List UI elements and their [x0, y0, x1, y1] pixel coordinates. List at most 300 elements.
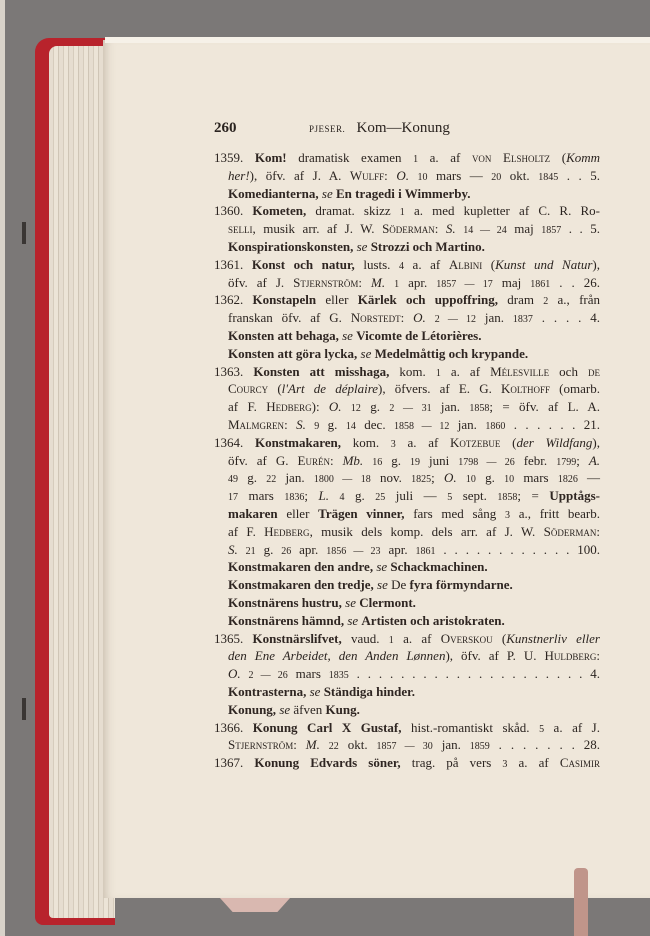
body-text: :	[329, 452, 343, 468]
numeral-text: 2 — 12	[434, 314, 476, 326]
italic-text: se	[377, 577, 388, 593]
name-text: von Elsholtz	[471, 150, 551, 165]
body-text: :	[284, 416, 297, 432]
title-text: makaren	[228, 505, 278, 521]
text-line	[214, 541, 600, 559]
italic-text: se	[309, 683, 321, 699]
italic-text: se	[342, 327, 353, 343]
body-text: g.	[255, 541, 282, 557]
italic-text: S.	[445, 221, 456, 237]
numeral-text: 4	[399, 260, 404, 272]
body-text: ;	[576, 452, 589, 468]
text-line	[214, 612, 600, 630]
name-text: Eurén	[297, 452, 330, 468]
body-text: g.	[360, 399, 390, 415]
numeral-text: 4	[339, 492, 345, 504]
body-text: öfv. af J.	[228, 274, 294, 290]
body-text: trag. på vers	[400, 755, 503, 771]
text-line	[214, 487, 600, 505]
entry-number: 1364.	[214, 434, 244, 450]
body-text: ; =	[517, 488, 550, 504]
text-line	[214, 345, 600, 363]
text-line	[214, 202, 600, 220]
cross-reference	[214, 683, 600, 701]
body-text: sept.	[452, 488, 498, 504]
body-text: eller	[316, 292, 358, 308]
title-text: Kärlek och uppoffring,	[357, 292, 498, 308]
body-text: franskan öfv. af G.	[228, 310, 351, 326]
text-line	[214, 665, 600, 683]
cross-reference	[214, 612, 600, 630]
title-text: Artisten och aristokraten.	[361, 612, 505, 628]
cross-reference	[214, 345, 600, 363]
body-text: ),	[592, 256, 600, 272]
numeral-text: 12	[350, 403, 361, 415]
text-line	[214, 505, 600, 523]
numeral-text: 3	[505, 509, 511, 521]
entry-number: 1365.	[214, 630, 244, 646]
italic-text: S.	[296, 416, 306, 432]
entry-list	[214, 149, 600, 772]
numeral-text: 22	[266, 474, 277, 486]
title-text: Konst och natur,	[251, 256, 355, 272]
body-text: vaud.	[341, 630, 389, 646]
body-text: ; = öfv. af L. A.	[489, 399, 601, 415]
name-text: Kolthoff	[500, 381, 551, 397]
italic-text: L.	[318, 488, 329, 504]
italic-text: se	[360, 345, 372, 361]
body-text	[329, 488, 340, 503]
scanner-clip	[22, 222, 26, 244]
text-line	[214, 647, 600, 665]
body-text: ), öfv. af P. U.	[445, 648, 545, 664]
title-text: Kom!	[254, 150, 287, 165]
title-text: Komedianterna,	[228, 185, 319, 201]
body-text: (	[500, 434, 517, 450]
running-header	[214, 118, 600, 138]
body-text: jan.	[432, 737, 470, 753]
cross-reference	[214, 701, 600, 719]
body-text: . . . . . . 21.	[505, 416, 601, 432]
numeral-text: 9	[314, 420, 320, 432]
italic-text: S.	[228, 541, 238, 557]
body-text: a. af	[507, 755, 560, 771]
body-text: :	[358, 274, 372, 290]
numeral-text: 1861	[415, 545, 436, 557]
name-text: Courcy	[228, 381, 269, 397]
numeral-text: 2	[543, 296, 549, 308]
body-text	[241, 666, 249, 681]
numeral-text: 1	[388, 634, 394, 646]
body-text: äfven	[290, 701, 326, 717]
entry-number: 1363.	[214, 363, 244, 379]
text-line	[214, 754, 600, 772]
body-text: febr.	[514, 452, 557, 468]
body-text: ), öfvers. af E. G.	[378, 381, 501, 397]
body-text: kom.	[389, 363, 436, 379]
running-title	[309, 118, 450, 139]
text-line	[214, 291, 600, 309]
text-line	[214, 398, 600, 416]
cross-reference	[214, 594, 600, 612]
name-text: Hedberg	[266, 399, 312, 415]
text-line	[214, 238, 600, 256]
text-line	[214, 469, 600, 487]
body-text: maj	[492, 274, 531, 290]
body-text: a. af J.	[544, 719, 600, 735]
body-text: a., fritt bearb.	[510, 505, 601, 521]
title-text: Medelmåttig och krypande.	[374, 345, 529, 361]
body-text: :	[434, 221, 446, 237]
numeral-text: 1	[399, 207, 405, 219]
body-text: eller	[277, 505, 319, 521]
text-line	[214, 309, 600, 327]
name-text: selli	[228, 221, 253, 237]
body-text: jan.	[449, 416, 486, 432]
numeral-text: 5	[447, 492, 453, 504]
title-text: Konstapeln	[252, 292, 317, 308]
scan-edge	[0, 0, 5, 936]
italic-text: O.	[444, 470, 457, 486]
catalog-entry	[214, 256, 600, 292]
numeral-text: 3	[390, 438, 396, 450]
catalog-entry	[214, 149, 600, 185]
name-text: de	[588, 363, 600, 379]
body-text: dec.	[355, 416, 394, 432]
italic-text: se	[345, 594, 356, 610]
cross-reference	[214, 185, 600, 203]
numeral-text: 2 — 31	[389, 403, 432, 415]
name-text: Malmgren	[228, 416, 285, 432]
name-text: Kotzebue	[450, 434, 501, 450]
catalog-entry	[214, 754, 600, 772]
body-text	[426, 310, 435, 325]
numeral-text: 1835	[328, 670, 349, 682]
body-text: a. af	[395, 434, 451, 450]
numeral-text: 1859	[469, 741, 490, 753]
body-text: g.	[319, 416, 346, 432]
body-text: ), öfv. af J. A.	[249, 167, 350, 183]
name-text: Hedberg	[264, 523, 310, 539]
title-text: Strozzi och Martino.	[370, 238, 485, 254]
text-line	[214, 594, 600, 612]
italic-text: se	[347, 612, 359, 628]
title-text: Konstnärens hämnd,	[228, 612, 345, 628]
entry-number: 1361.	[214, 256, 244, 272]
numeral-text: 26	[281, 545, 292, 557]
catalog-entry	[214, 434, 600, 559]
numeral-text: 1845	[538, 171, 559, 183]
body-text: ):	[311, 399, 329, 415]
title-text: Konstmakaren den tredje,	[228, 577, 374, 593]
body-text: —	[577, 470, 601, 486]
body-text: nov.	[370, 470, 412, 486]
title-text: Konsten att behaga,	[228, 327, 339, 343]
section-label: PJESER.	[309, 124, 346, 134]
body-text: a., från	[548, 292, 601, 308]
numeral-text: 1826	[557, 474, 578, 486]
body-text: . . 5.	[558, 167, 600, 183]
body-text: mars	[287, 666, 329, 682]
body-text: ),	[592, 434, 601, 450]
body-text	[320, 737, 329, 752]
title-text: Schackmachinen.	[390, 559, 488, 575]
body-text: . . . . 4.	[532, 310, 601, 326]
italic-text: Mb.	[342, 452, 364, 468]
numeral-text: 25	[375, 492, 386, 504]
entry-number: 1366.	[214, 719, 244, 735]
text-line	[214, 558, 600, 576]
page-top-edge	[105, 37, 650, 43]
text-line	[214, 167, 600, 185]
title-text: En tragedi i Wimmerby.	[335, 185, 471, 201]
text-line	[214, 380, 600, 398]
name-text: Mélesville	[490, 363, 550, 379]
body-text: . . 5.	[561, 221, 601, 237]
body-text	[342, 399, 351, 414]
name-text: Casimir	[559, 755, 600, 771]
title-text: Upptågs-	[549, 488, 600, 504]
numeral-text: 1836	[284, 492, 305, 504]
italic-text: der Wildfang	[516, 434, 593, 450]
title-text: Kontrasterna,	[228, 683, 307, 699]
title-text: Konsten att göra lycka,	[228, 345, 358, 361]
numeral-text: 1861	[530, 278, 551, 290]
text-line	[214, 327, 600, 345]
body-text: okt.	[338, 737, 377, 753]
italic-text: M.	[371, 274, 386, 290]
italic-text: se	[279, 701, 291, 717]
title-text: Konspirationskonsten,	[228, 238, 354, 254]
numeral-text: 1858 — 12	[394, 420, 450, 432]
entry-range: Kom—Konung	[356, 120, 450, 136]
numeral-text: 1	[435, 367, 441, 379]
title-text: Konsten att misshaga,	[253, 363, 390, 379]
italic-text: O.	[228, 666, 241, 682]
body-text: af F.	[228, 399, 267, 415]
body-text: apr.	[399, 274, 437, 290]
numeral-text: 10	[504, 474, 515, 486]
title-text: Konstmakaren,	[254, 434, 342, 450]
body-text	[385, 275, 394, 290]
body-text: , musik dels komp. dels arr. af J. W.	[309, 523, 544, 539]
body-text: g.	[344, 488, 376, 504]
body-text: maj	[506, 221, 542, 237]
body-text: a. med kupletter af C. R. Ro-	[404, 203, 600, 219]
numeral-text: 1837	[512, 314, 533, 326]
body-text: apr.	[380, 541, 416, 557]
catalog-entry	[214, 719, 600, 755]
numeral-text: 5	[539, 723, 545, 735]
body-text: mars	[514, 470, 558, 486]
text-line	[214, 452, 600, 470]
text-line	[214, 576, 600, 594]
entry-number: 1359.	[214, 150, 244, 165]
catalog-entry	[214, 202, 600, 238]
body-text: g.	[475, 470, 505, 486]
numeral-text: 22	[328, 741, 339, 753]
body-text: ;	[431, 470, 444, 486]
name-text: Söderman	[382, 221, 435, 237]
body-text: mars	[238, 488, 285, 504]
body-text: af F.	[228, 523, 265, 539]
body-text: (	[492, 630, 507, 646]
italic-text: M.	[305, 737, 320, 753]
numeral-text: 19	[409, 456, 420, 468]
body-text: (	[482, 256, 496, 272]
numeral-text: 14	[345, 420, 356, 432]
title-text: Trägen vinner,	[318, 505, 405, 521]
numeral-text: 14 — 24	[463, 225, 507, 237]
body-text: dram	[498, 292, 544, 308]
italic-text: O.	[413, 310, 426, 326]
name-text: Stjernström	[293, 274, 359, 290]
cross-reference	[214, 558, 600, 576]
body-text: hist.-romantiskt skåd.	[401, 719, 540, 735]
numeral-text: 1857 — 17	[436, 278, 493, 290]
body-text	[238, 542, 246, 557]
name-text: Huldberg	[544, 648, 597, 664]
body-text: a. af	[393, 630, 441, 646]
italic-text: se	[376, 559, 388, 575]
text-line	[214, 274, 600, 292]
italic-text: l'Art de déplaire	[281, 381, 379, 397]
text-line	[214, 701, 600, 719]
numeral-text: 1825	[411, 474, 432, 486]
body-text	[363, 453, 372, 468]
body-text: öfv. af G.	[228, 452, 298, 468]
body-text: :	[596, 523, 600, 539]
title-text: Ständiga hinder.	[323, 683, 415, 699]
title-text: Konstnärens hustru,	[228, 594, 342, 610]
numeral-text: 1798 — 26	[458, 456, 515, 468]
body-text: a. af	[404, 256, 449, 272]
numeral-text: 3	[502, 759, 508, 771]
numeral-text: 1858	[497, 492, 518, 504]
body-text: dramat. skizz	[306, 203, 400, 219]
title-text: Konung,	[228, 701, 277, 717]
italic-text: O.	[396, 167, 409, 183]
body-text: a. af	[440, 363, 491, 379]
italic-text: Kunst und Natur	[495, 256, 593, 272]
body-text: juli —	[385, 488, 448, 504]
body-text: jan.	[475, 310, 513, 326]
italic-text: her!	[228, 167, 250, 183]
title-text: Kung.	[325, 701, 360, 717]
cross-reference	[214, 327, 600, 345]
book-tab	[220, 898, 290, 912]
body-text: . . . . . . . 28.	[489, 737, 601, 753]
title-text: Vicomte de Létorières.	[356, 327, 482, 343]
title-text: Konstnärslifvet,	[252, 630, 342, 646]
body-text: mars —	[427, 167, 492, 183]
body-text: g.	[238, 470, 267, 486]
text-line	[214, 416, 600, 434]
name-text: Norstedt	[350, 310, 401, 326]
title-text: Konung Carl X Gustaf,	[252, 719, 402, 735]
body-text: jan.	[431, 399, 470, 415]
entry-number: 1362.	[214, 292, 244, 308]
italic-text: A.	[588, 452, 601, 468]
numeral-text: 1860	[485, 420, 506, 432]
italic-text: Kunstnerliv eller	[506, 630, 600, 646]
entry-number: 1367.	[214, 755, 244, 771]
page-number: 260	[214, 120, 237, 136]
text-line	[214, 736, 600, 754]
numeral-text: 10	[417, 171, 428, 183]
body-text: kom.	[341, 434, 391, 450]
body-text: fars med sång	[404, 505, 506, 521]
name-text: Stjernström	[228, 737, 294, 753]
body-text	[306, 417, 314, 432]
catalog-entry	[214, 363, 600, 434]
name-text: Wulff	[349, 167, 385, 183]
body-text: ;	[304, 488, 319, 504]
body-text: . . . . . . . . . . . . 100.	[435, 541, 601, 557]
body-text: De	[387, 577, 410, 593]
body-text: (	[268, 381, 282, 397]
numeral-text: 10	[465, 474, 476, 486]
body-text: okt.	[501, 167, 539, 183]
numeral-text: 49	[228, 474, 238, 486]
catalog-entry	[214, 630, 600, 683]
numeral-text: 20	[491, 171, 502, 183]
numeral-text: 1	[413, 154, 419, 165]
numeral-text: 1857	[541, 225, 562, 237]
numeral-text: 16	[372, 456, 383, 468]
body-text: . . . . . . . . . . . . . . . . . . . . . 4.	[348, 666, 601, 682]
numeral-text: 1799	[556, 456, 577, 468]
title-text: Kometen,	[252, 203, 307, 219]
body-text: :	[400, 310, 414, 326]
italic-text: den Ene Arbeidet, den Anden Lønnen	[228, 648, 446, 664]
name-text: Overskou	[440, 630, 493, 646]
italic-text: se	[356, 238, 368, 254]
body-text: :	[596, 648, 600, 664]
numeral-text: 21	[245, 545, 256, 557]
text-line	[214, 719, 600, 737]
text-line	[214, 434, 600, 452]
body-text: . . 26.	[550, 274, 600, 290]
body-text: apr.	[291, 541, 327, 557]
italic-text: se	[321, 185, 333, 201]
text-line	[214, 523, 600, 541]
scanner-clip	[22, 698, 26, 720]
title-text: fyra förmyndarne.	[409, 577, 513, 593]
numeral-text: 1	[394, 278, 400, 290]
numeral-text: 1856 — 23	[326, 545, 381, 557]
numeral-text: 1858	[469, 403, 490, 415]
title-text: Konstmakaren den andre,	[228, 559, 374, 575]
text-line	[214, 363, 600, 381]
text-line	[214, 149, 600, 167]
bookmark-ribbon	[574, 868, 588, 936]
body-text: g.	[382, 452, 410, 468]
body-text: dramatisk examen	[286, 150, 414, 165]
body-text: (omarb.	[550, 381, 600, 397]
text-line	[214, 185, 600, 203]
body-text	[457, 470, 466, 485]
body-text: a. af	[418, 150, 472, 165]
entry-number: 1360.	[214, 203, 244, 219]
italic-text: Komm	[566, 150, 601, 165]
cross-reference	[214, 238, 600, 256]
body-text: (	[550, 150, 567, 165]
body-text: :	[293, 737, 306, 753]
body-text: lusts.	[354, 256, 399, 272]
numeral-text: 2 — 26	[248, 670, 288, 682]
text-line	[214, 683, 600, 701]
